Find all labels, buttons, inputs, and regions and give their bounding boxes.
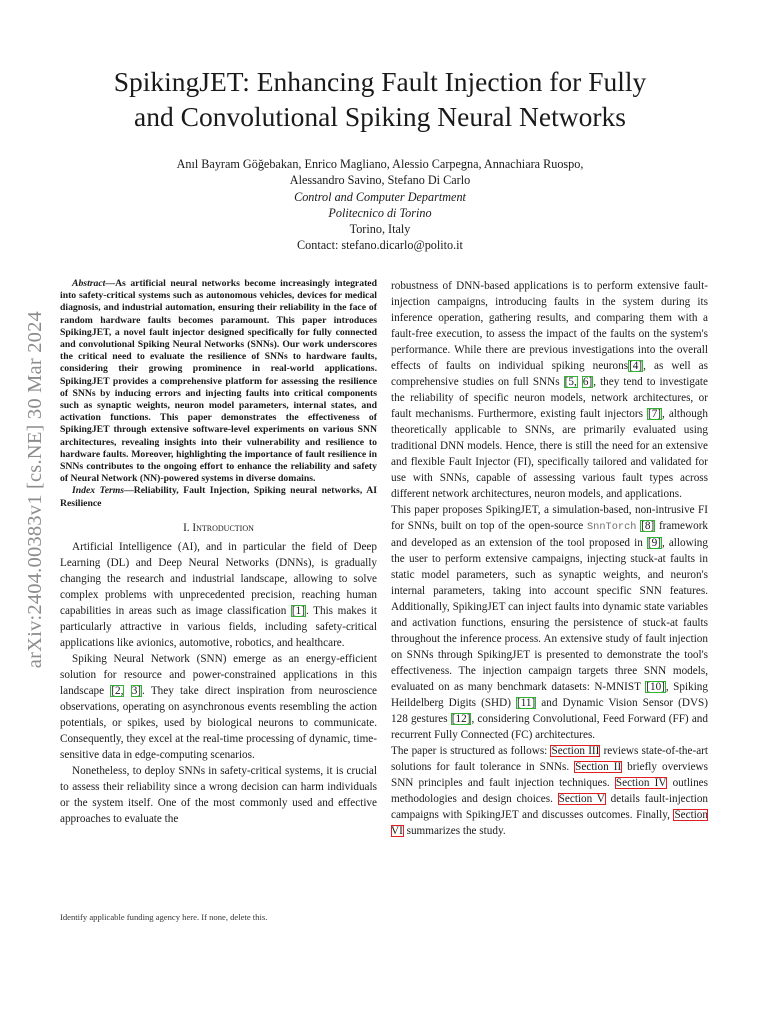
citation-link[interactable]: [1] (291, 604, 305, 617)
intro-paragraph-3: Nonetheless, to deploy SNNs in safety-critical systems, it is crucial to assess their reliability since a wrong decision can harm individuals or the system itself. One of the most commonly used and effective approaches to evaluate the (60, 764, 377, 825)
intro-paragraph-1: Artificial Intelligence (AI), and in particular the field of Deep Learning (DL) and Deep Neural Networks (DNNs), is gradually changing the research and industrial landscape, allowing to solve complex problems with unprecedented precision, reaching human capabilities in areas such as image classification [1]. This makes it particularly attractive in various fields, including safety-critical applications like avionics, automotive, robotics, and healthcare. (60, 540, 378, 649)
arxiv-identifier-stamp (22, 270, 48, 710)
citation-link[interactable]: [9] (647, 537, 661, 549)
index-terms-label: Index Terms (72, 485, 125, 497)
index-terms-paragraph (60, 485, 377, 509)
intro-paragraph-6: The paper is structured as follows: Section III reviews state-of-the-art solutions for fault tolerance in SNNs. Section II briefly overviews SNN principles and fault injection techniques. Section IV outlines methodologies and design choices. Section V details fault-injection campaigns with SpikingJET and discusses outcomes. Finally, Section VI summarizes the study. (391, 745, 709, 837)
intro-paragraph-5: This paper proposes SpikingJET, a simulation-based, non-intrusive FI for SNNs, built on top of the open-source SnnTorch [8] framework and developed as an extension of the tool proposed in [9], allowing the user to perform extensive campaigns, injecting stuck-at faults in static model parameters, such as synaptic weights, and neuron's internal parameters, taking into account specific SNN features. Additionally, SpikingJET can inject faults into dynamic state variables and activation functions, ensuring the persistence of stuck-at faults throughout the inference process. An extensive study of fault injection on SNNs through SpikingJET is presented to demonstrate the tool's effectiveness. The injection campaign targets three SNN models, evaluated on as many benchmark datasets: N-MNIST [10], Spiking Heildelberg Digits (SHD) [11] and Dynamic Vision Sensor (DVS) 128 gestures [12], considering Convolutional, Feed Forward (FF) and recurrent Fully Connected (FC) architectures. (391, 504, 709, 741)
author-department: Control and Computer Department (294, 189, 466, 204)
funding-footnote: Identify applicable funding agency here. If none, delete this. (60, 912, 268, 922)
intro-paragraph-4: robustness of DNN-based applications is to perform extensive fault-injection campaigns, introducing faults in the system during its inference operation, gathering results, and comparing them with a fault-free execution, to assess the impact of the faults on the system's performance. While there are previous investigations into the overall effects of faults on individual spiking neurons[4], as well as comprehensive studies on full SNNs [5, 6], they tend to investigate the reliability of specific neuron models, network architectures, or fault mechanisms. Furthermore, existing fault injectors [7], although theoretically applicable to SNNs, are primarily evaluated using traditional DNN models. Hence, there is still the need for an extensive and flexible Fault Injector (FI), specifically tailored and validated for use with SNNs, capable of assessing various fault types across different network architectures, neuron models, and applications. (391, 280, 709, 500)
citation-link[interactable]: [2, (111, 684, 124, 697)
left-column (60, 278, 377, 827)
author-names-line-2: Alessandro Savino, Stefano Di Carlo (289, 173, 471, 188)
citation-link[interactable]: 6] (582, 376, 593, 388)
paper-title-line-1: SpikingJET: Enhancing Fault Injection for Fully (113, 66, 647, 97)
paper-title (60, 64, 700, 134)
abstract-text: —As artificial neural networks become increasingly integrated into safety-critical systems such as autonomous vehicles, devices for medical diagnosis, and industrial automation, ensuring their reliability in the face of random hardware faults becomes paramount. This paper introduces SpikingJET, a novel fault injector designed specifically for fully connected and convolutional Spiking Neural Networks (SNNs). Our work underscores the critical need to evaluate the resilience of SNNs to hardware faults, considering their growing prominence in real-world applications. SpikingJET provides a comprehensive platform for assessing the resilience of SNNs by inducing errors and injecting faults into critical components such as synaptic weights, neuron model parameters, internal states, and activation functions. This paper demonstrates the effectiveness of SpikingJET through extensive software-level experiments on various SNN architectures, revealing insights into their vulnerability and resilience to hardware faults. Moreover, highlighting the importance of fault resilience in SNNs contributes to the ongoing effort to enhance the reliability and safety of Neural Network (NN)-powered systems in diverse domains. (60, 278, 377, 485)
section-heading-introduction: I. Introduction (183, 521, 254, 534)
section-crossref-link[interactable]: Section VI (391, 809, 708, 837)
section-crossref-link[interactable]: Section III (551, 745, 600, 757)
citation-link[interactable]: 3] (131, 684, 142, 697)
citation-link[interactable]: [7] (647, 408, 662, 420)
abstract-label: Abstract (72, 278, 106, 289)
abstract-paragraph (60, 278, 377, 485)
intro-paragraph-2: Spiking Neural Network (SNN) emerge as an energy-efficient solution for resource and power-constrained applications in this landscape [2, 3]. They take direct inspiration from neuroscience observations, operating on asynchronous events resembling the action potentials, or spikes, used by biological neurons to communicate. Consequently, they excel at the real-time processing of dynamic, time-sensitive data in edge-computing scenarios. (60, 652, 378, 761)
citation-link[interactable]: [8] (641, 520, 655, 532)
citation-link[interactable]: [4] (629, 360, 643, 372)
citation-link[interactable]: [5, (564, 376, 577, 388)
paper-title-line-2: and Convolutional Spiking Neural Networks (134, 101, 626, 132)
section-crossref-link[interactable]: Section V (558, 793, 605, 805)
author-location: Torino, Italy (349, 222, 411, 237)
author-names-line-1: Anıl Bayram Göğebakan, Enrico Magliano, Alessio Carpegna, Annachiara Ruospo, (176, 157, 584, 171)
author-institution: Politecnico di Torino (328, 205, 432, 220)
index-terms (60, 485, 377, 509)
section-crossref-link[interactable]: Section II (575, 761, 622, 773)
code-snntorch: SnnTorch (587, 521, 637, 533)
abstract (60, 278, 377, 485)
right-column (391, 278, 708, 839)
citation-link[interactable]: [10] (646, 681, 665, 693)
arxiv-identifier-text: arXiv:2404.00383v1 [cs.NE] 30 Mar 2024 (23, 311, 46, 669)
index-terms-text: —Reliability, Fault Injection, Spiking neural networks, AI Resilience (60, 485, 377, 509)
section-crossref-link[interactable]: Section IV (615, 777, 667, 789)
citation-link[interactable]: [12] (451, 713, 471, 725)
author-block (80, 156, 680, 254)
author-contact: Contact: stefano.dicarlo@polito.it (297, 238, 463, 253)
citation-link[interactable]: [11] (517, 697, 536, 709)
